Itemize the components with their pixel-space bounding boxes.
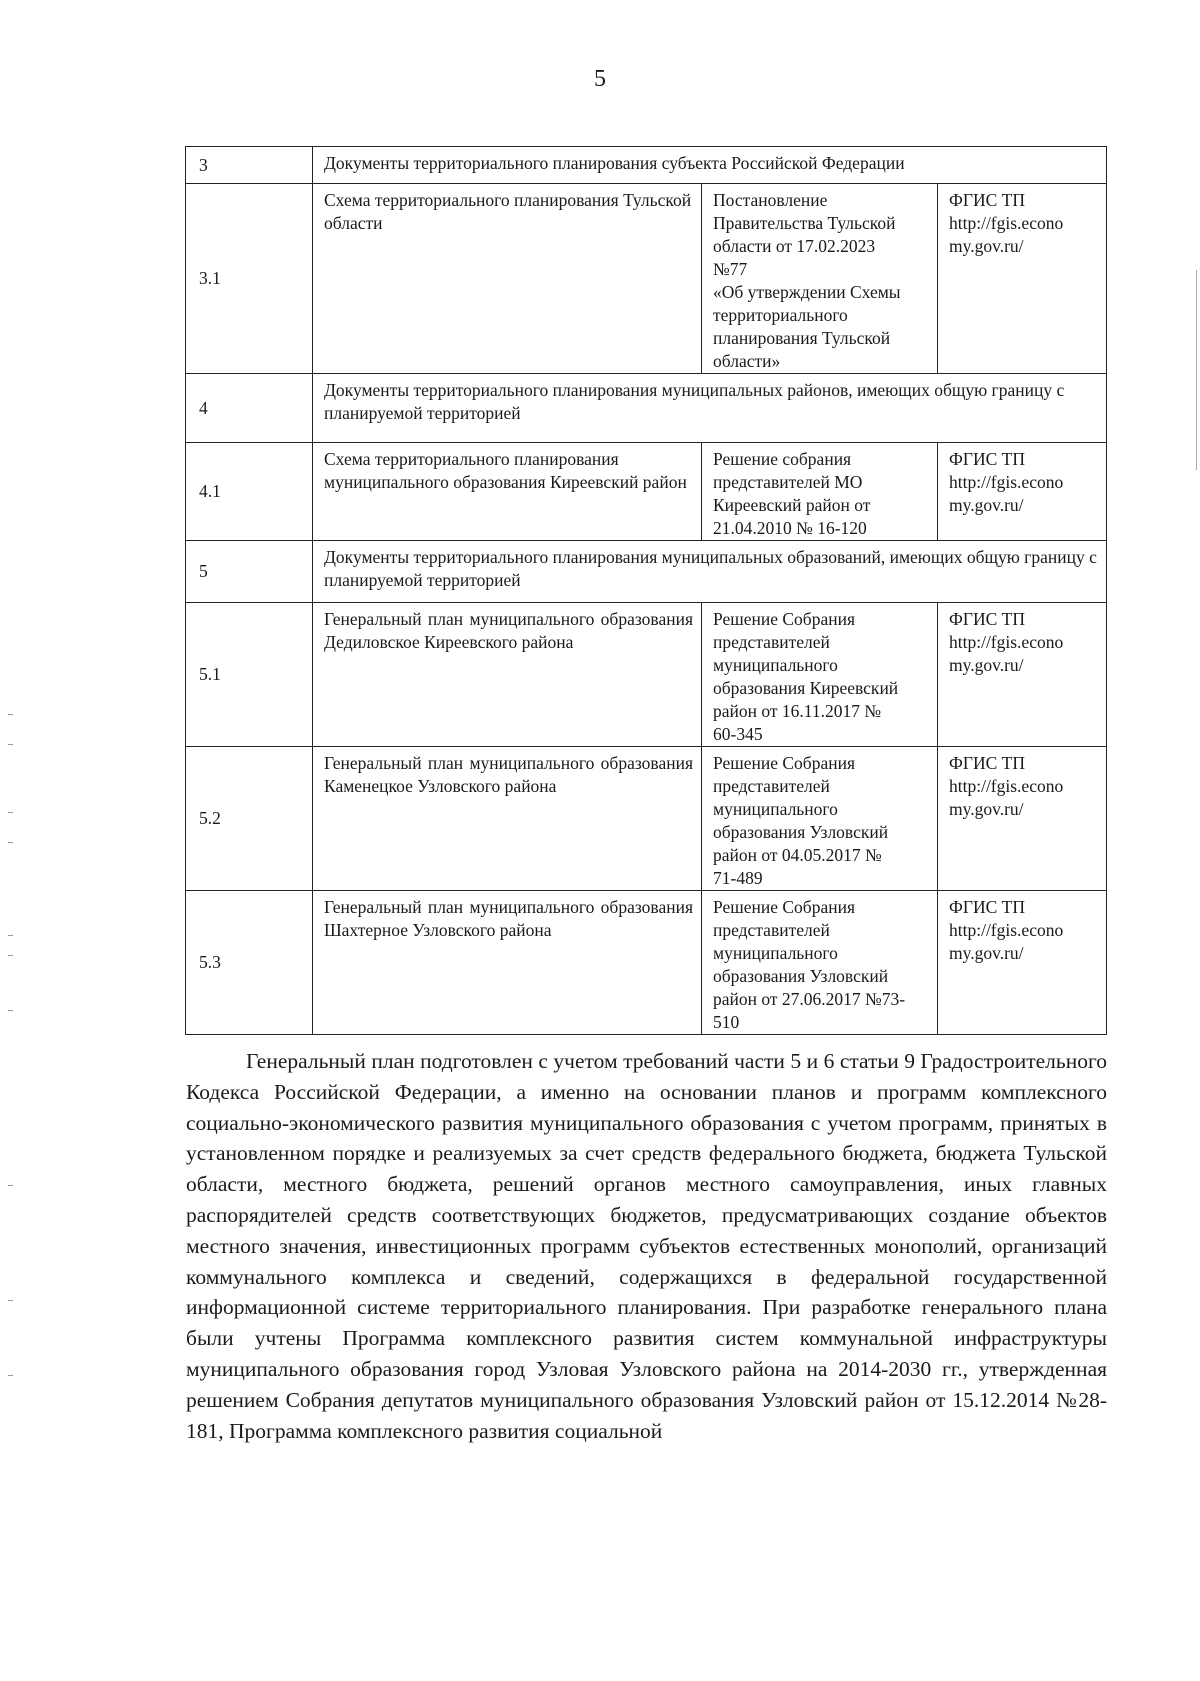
row-number: 5.3	[186, 891, 313, 1035]
source: ФГИС ТП http://fgis.econo my.gov.ru/	[938, 747, 1107, 891]
doc-name: Генеральный план муниципального образования Шахтерное Узловского района	[313, 891, 702, 1035]
doc-name: Генеральный план муниципального образования Дедиловское Киреевского района	[313, 603, 702, 747]
source: ФГИС ТП http://fgis.econo my.gov.ru/	[938, 443, 1107, 541]
body-paragraph: Генеральный план подготовлен с учетом требований части 5 и 6 статьи 9 Градостроительного Кодекса Российской Федерации, а именно на основании планов и программ комплексного социально-экономического развития муниципального образования с учетом программ, принятых в установленном порядке и реализуемых за счет средств федерального бюджета, бюджета Тульской области, местного бюджета, решений органов местного самоуправления, иных главных распорядителей средств соответствующих бюджетов, предусматривающих создание объектов местного значения, инвестиционных программ субъектов естественных монополий, организаций коммунального комплекса и сведений, содержащихся в федеральной государственной информационной системе территориального планирования. При разработке генерального плана были учтены Программа комплексного развития систем коммунальной инфраструктуры муниципального образования город Узловая Узловского района на 2014-2030 гг., утвержденная решением Собрания депутатов муниципального образования Узловский район от 15.12.2014 №28-181, Программа комплексного развития социальной	[186, 1049, 1107, 1443]
approval-act: Решение Собрания представителей муниципального образования Киреевский район от 16.11.2017 № 60-345	[702, 603, 938, 747]
doc-name: Схема территориального планирования муниципального образования Киреевский район	[313, 443, 702, 541]
table-row	[186, 747, 1107, 891]
row-number: 4.1	[186, 443, 313, 541]
approval-act: Постановление Правительства Тульской области от 17.02.2023 №77 «Об утверждении Схемы территориального планирования Тульской области»	[702, 184, 938, 374]
table-row	[186, 184, 1107, 374]
row-number: 5.2	[186, 747, 313, 891]
page-number: 5	[594, 66, 606, 92]
source: ФГИС ТП http://fgis.econo my.gov.ru/	[938, 891, 1107, 1035]
table-row	[186, 541, 1107, 603]
section-title: Документы территориального планирования муниципальных образований, имеющих общую границу с планируемой территорией	[313, 541, 1107, 603]
approval-act: Решение Собрания представителей муниципального образования Узловский район от 27.06.2017 №73- 510	[702, 891, 938, 1035]
section-title: Документы территориального планирования субъекта Российской Федерации	[313, 147, 1107, 184]
row-number: 5	[186, 541, 313, 603]
table-row	[186, 443, 1107, 541]
doc-name: Генеральный план муниципального образования Каменецкое Узловского района	[313, 747, 702, 891]
scan-edge-line	[1196, 270, 1197, 470]
source: ФГИС ТП http://fgis.econo my.gov.ru/	[938, 603, 1107, 747]
section-title: Документы территориального планирования муниципальных районов, имеющих общую границу с планируемой территорией	[313, 374, 1107, 443]
table-row	[186, 603, 1107, 747]
documents-table	[185, 146, 1107, 1035]
source: ФГИС ТП http://fgis.econo my.gov.ru/	[938, 184, 1107, 374]
table-row	[186, 147, 1107, 184]
table-row	[186, 374, 1107, 443]
approval-act: Решение собрания представителей МО Киреевский район от 21.04.2010 № 16-120	[702, 443, 938, 541]
table-row	[186, 891, 1107, 1035]
row-number: 4	[186, 374, 313, 443]
approval-act: Решение Собрания представителей муниципального образования Узловский район от 04.05.2017 № 71-489	[702, 747, 938, 891]
row-number: 5.1	[186, 603, 313, 747]
row-number: 3	[186, 147, 313, 184]
row-number: 3.1	[186, 184, 313, 374]
doc-name: Схема территориального планирования Тульской области	[313, 184, 702, 374]
